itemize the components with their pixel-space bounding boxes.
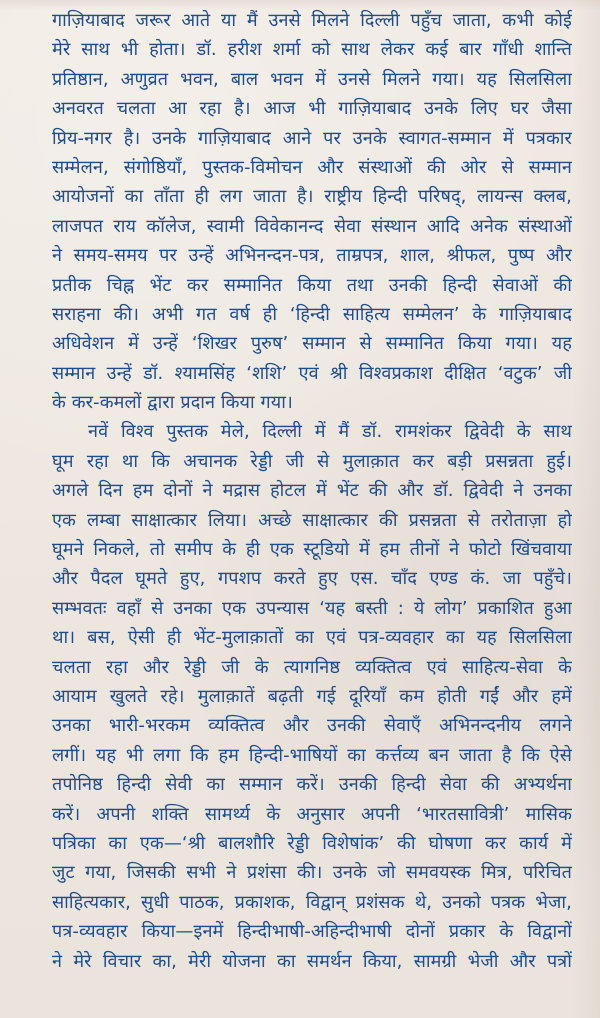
text-line: उनका भारी-भरकम व्यक्तित्व और उनकी सेवाएँ अभिनन्दनीय लगने — [52, 715, 572, 737]
text-line: सराहना की। अभी गत वर्ष ही ‘हिन्दी साहित्य सम्मेलन’ के गाज़ियाबाद — [52, 303, 572, 325]
text-line: करें। अपनी शक्ति सामर्थ्य के अनुसार अपनी ‘भारतसावित्री’ मासिक — [52, 803, 572, 825]
text-line: पत्र-व्यवहार किया—इनमें हिन्दीभाषी-अहिन्दीभाषी दोनों प्रकार के विद्वानों — [52, 921, 572, 943]
text-line: पत्रिका का एक—‘श्री बालशौरि रेड्डी विशेषांक’ की घोषणा कर कार्य में — [52, 832, 572, 854]
text-line: अगले दिन हम दोनों ने मद्रास होटल में भेंट की और डॉ. द्विवेदी ने उनका — [52, 480, 572, 502]
text-line: घूमने निकले, तो समीप के ही एक स्टूडियो में हम तीनों ने फोटो खिंचवाया — [52, 539, 572, 561]
text-line: लाजपत राय कॉलेज, स्वामी विवेकानन्द सेवा संस्थान आदि अनेक संस्थाओं — [52, 215, 572, 237]
text-line: सम्मान उन्हें डॉ. श्यामसिंह ‘शशि’ एवं श्री विश्वप्रकाश दीक्षित ‘वटुक’ जी — [52, 362, 572, 384]
text-line: जुट गया, जिसकी सभी ने प्रशंसा की। उनके जो समवयस्क मित्र, परिचित — [52, 862, 572, 884]
text-line: के कर-कमलों द्वारा प्रदान किया गया। — [52, 392, 293, 414]
text-line: और पैदल घूमते हुए, गपशप करते हुए एस. चाँद एण्ड कं. जा पहुँचे। — [52, 568, 572, 590]
text-line: आयाम खुलते रहे। मुलाक़ातें बढ़ती गई दूरियाँ कम होती गईं और हमें — [52, 685, 572, 707]
text-line: साहित्यकार, सुधी पाठक, प्रकाशक, विद्वान् प्रशंसक थे, उनको पत्रक भेजा, — [52, 891, 572, 913]
text-line: अधिवेशन में उन्हें ‘शिखर पुरुष’ सम्मान से सम्मानित किया गया। यह — [52, 333, 572, 355]
text-line: मेरे साथ भी होता। डॉ. हरीश शर्मा को साथ लेकर कई बार गाँधी शान्ति — [52, 39, 572, 61]
text-line: चलता रहा और रेड्डी जी के त्यागनिष्ठ व्यक्तित्व एवं साहित्य-सेवा के — [52, 656, 572, 678]
text-line: प्रतीक चिह्न भेंट कर सम्मानित किया तथा उनकी हिन्दी सेवाओं की — [52, 274, 572, 296]
text-line: गाज़ियाबाद जरूर आते या मैं उनसे मिलने दिल्ली पहुँच जाता, कभी कोई — [52, 10, 572, 31]
text-line: था। बस, ऐसी ही भेंट-मुलाक़ातों का एवं पत्र-व्यवहार का यह सिलसिला — [52, 627, 572, 649]
text-line: ने समय-समय पर उन्हें अभिनन्दन-पत्र, ताम्रपत्र, शाल, श्रीफल, पुष्प और — [52, 245, 572, 267]
text-line: घूम रहा था कि अचानक रेड्डी जी से मुलाक़ात कर बड़ी प्रसन्नता हुई। — [52, 450, 572, 472]
text-line: ने मेरे विचार का, मेरी योजना का समर्थन किया, सामग्री भेजी और पत्रों — [52, 950, 572, 972]
text-line: प्रतिष्ठान, अणुव्रत भवन, बाल भवन में उनसे मिलने गया। यह सिलसिला — [52, 68, 572, 90]
text-line: सम्मेलन, संगोष्ठियाँ, पुस्तक-विमोचन और संस्थाओं की ओर से सम्मान — [52, 156, 572, 178]
text-line: अनवरत चलता आ रहा है। आज भी गाज़ियाबाद उनके लिए घर जैसा — [52, 98, 572, 120]
text-line: एक लम्बा साक्षात्कार लिया। अच्छे साक्षात्कार की प्रसन्नता से तरोताज़ा हो — [52, 509, 572, 531]
paragraph-start-line: नवें विश्व पुस्तक मेले, दिल्ली में मैं डॉ. रामशंकर द्विवेदी के साथ — [88, 421, 572, 443]
text-line: प्रिय-नगर है। उनके गाज़ियाबाद आने पर उनके स्वागत-सम्मान में पत्रकार — [52, 127, 572, 149]
text-line: सम्भवतः वहाँ से उनका एक उपन्यास ‘यह बस्ती : ये लोग’ प्रकाशित हुआ — [52, 597, 572, 619]
text-line: लगीं। यह भी लगा कि हम हिन्दी-भाषियों का कर्त्तव्य बन जाता है कि ऐसे — [52, 744, 572, 766]
text-line: तपोनिष्ठ हिन्दी सेवी का सम्मान करें। उनकी हिन्दी सेवा की अभ्यर्थना — [52, 774, 572, 796]
text-line: आयोजनों का ताँता ही लग जाता है। राष्ट्रीय हिन्दी परिषद्, लायन्स क्लब, — [52, 186, 572, 208]
body-text — [52, 6, 572, 976]
